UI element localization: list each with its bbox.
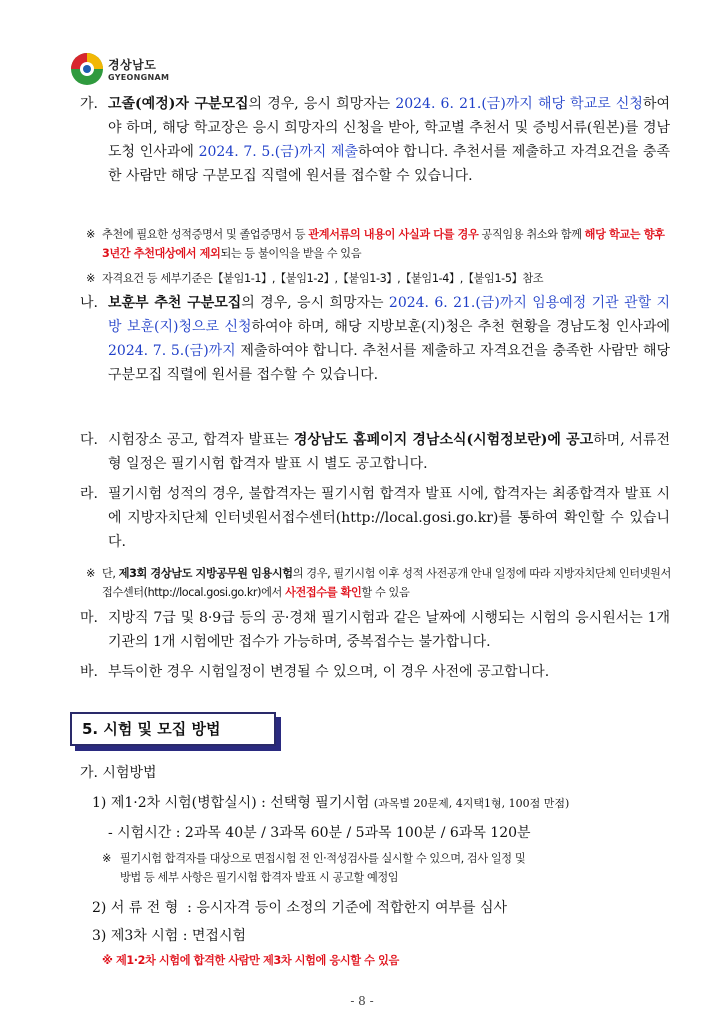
text-run: 고졸(예정)자 구분모집 (108, 96, 249, 112)
text-run: 할 수 있음 (361, 586, 410, 599)
note-marker: ※ (86, 567, 95, 580)
text-run: 2024. 6. 21.(금)까지 임용예정 기관 관할 지방 보훈(지)청으로 신청 (108, 295, 671, 335)
item-marker: 바. (80, 664, 98, 680)
method-1-main: 1) 제1·2차 시험(병합실시) : 선택형 필기시험 (92, 795, 370, 811)
text-run: 시험장소 공고, 합격자 발표는 (108, 432, 294, 448)
method-2: 2) 서 류 전 형 : 응시자격 등이 소정의 기준에 적합한지 여부를 심사 (92, 900, 508, 916)
text-run: 부득이한 경우 시험일정이 변경될 수 있으며, 이 경우 사전에 공고합니다. (108, 664, 550, 680)
note-text (102, 269, 671, 288)
text-run: 2024. 7. 5.(금)까지 제출 (198, 144, 359, 160)
text-run: 제출하여야 합니다. 추천서를 제출하고 자격요건을 충족한 사람만 해당 구분모집 직렬에 원서를 접수할 수 있습니다. (108, 343, 670, 383)
text-run: 필기시험 성적의 경우, 불합격자는 필기시험 합격자 발표 시에, 합격자는 최종합격자 발표 시에 지방자치단체 인터넷원서접수센터(http://local.gosi.go.kr)를 통하여 확인할 수 있습니다. (108, 486, 670, 550)
text-run: 하여야 하며, 해당 지방보훈(지)청은 추천 현황을 경남도청 인사과에 (251, 319, 671, 335)
item-text (108, 428, 670, 476)
method-1 (92, 792, 569, 815)
item-marker: 라. (80, 486, 98, 502)
text-run: 의 경우, 필기시험 이후 성적 사전공개 안내 일정에 따라 지방자치단체 인터넷원서접수센터(http://local.gosi.go.kr)에서 (102, 567, 671, 599)
text-run: 2024. 7. 5.(금)까지 (108, 343, 236, 359)
text-run: 제3회 경상남도 지방공무원 임용시험 (118, 567, 293, 580)
text-run: 해당 학교는 향후 3년간 추천대상에서 제외 (102, 228, 665, 260)
note-third-exam: ※ 제1·2차 시험에 합격한 사람만 제3차 시험에 응시할 수 있음 (102, 954, 399, 967)
method-1-detail: (과목별 20문제, 4지택1형, 100점 만점) (373, 797, 570, 810)
text-run: 의 경우, 응시 희망자는 (248, 96, 396, 112)
item-text (108, 660, 670, 684)
item-text (108, 291, 670, 387)
note-line-1: 필기시험 합격자를 대상으로 면접시험 전 인·적성검사를 실시할 수 있으며, 검사 일정 및 (120, 852, 526, 865)
section-heading-box (70, 712, 276, 746)
item-da (80, 428, 670, 476)
logo-text-ko: 경상남도 (108, 58, 157, 72)
item-marker: 가. (80, 96, 98, 112)
note-text (102, 564, 671, 602)
item-ra (80, 482, 670, 554)
text-run: 사전접수를 확인 (285, 586, 362, 599)
text-run: 하며, 서류전형 일정은 필기시험 합격자 발표 시 별도 공고합니다. (108, 432, 670, 472)
item-ga (80, 92, 670, 188)
text-run: 하여야 하며, 해당 학교장은 응시 희망자의 신청을 받아, 학교별 추천서 및 증빙서류(원본)를 경남도청 인사과에 (108, 96, 671, 160)
method-1-time: - 시험시간 : 2과목 40분 / 3과목 60분 / 5과목 100분 / 6과목 120분 (108, 825, 531, 841)
item-marker: 마. (80, 610, 98, 626)
item-ma (80, 606, 670, 654)
item-text (108, 92, 670, 188)
item-ba (80, 660, 670, 684)
text-run: 추천에 필요한 성적증명서 및 졸업증명서 등 (102, 228, 309, 241)
item-na (80, 291, 670, 387)
note-qualification (86, 269, 671, 288)
item-marker: 다. (80, 432, 98, 448)
text-run: 지방직 7급 및 8·9급 등의 공·경채 필기시험과 같은 날짜에 시행되는 시험의 응시원서는 1개 기관의 1개 시험에만 접수가 가능하며, 중복접수는 불가합니다. (108, 610, 670, 650)
sub-heading-exam-method: 가. 시험방법 (80, 765, 157, 781)
item-text (108, 606, 670, 654)
page-number: - 8 - (350, 994, 374, 1008)
note-text (102, 225, 671, 263)
note-score-disclosure (86, 564, 671, 602)
note-marker: ※ (86, 228, 95, 241)
text-run: 되는 등 불이익을 받을 수 있음 (220, 247, 362, 260)
text-run: 관계서류의 내용이 사실과 다를 경우 (308, 228, 479, 241)
note-recommendation (86, 225, 671, 263)
text-run: 단, (102, 567, 119, 580)
gyeongnam-emblem-icon (70, 52, 104, 86)
text-run: 2024. 6. 21.(금)까지 해당 학교로 신청 (395, 96, 643, 112)
text-run: 공직임용 취소와 함께 (478, 228, 585, 241)
text-run: 보훈부 추천 구분모집 (108, 295, 242, 311)
text-run: 하여야 합니다. 추천서를 제출하고 자격요건을 충족한 사람만 해당 구분모집 직렬에 원서를 접수할 수 있습니다. (108, 144, 670, 184)
note-line-2: 방법 등 세부 사항은 필기시험 합격자 발표 시 공고할 예정임 (120, 871, 399, 884)
item-marker: 나. (80, 295, 98, 311)
text-run: 자격요건 등 세부기준은【붙임1-1】,【붙임1-2】,【붙임1-3】,【붙임1-4】,【붙임1-5】참조 (102, 272, 544, 285)
logo-text-en: GYEONGNAM (108, 73, 170, 82)
note-aptitude (102, 849, 672, 887)
note-marker: ※ (102, 852, 111, 865)
text-run: 의 경우, 응시 희망자는 (241, 295, 389, 311)
text-run: 경상남도 홈페이지 경남소식(시험정보란)에 공고 (293, 432, 594, 448)
item-text (108, 482, 670, 554)
gyeongnam-logo (70, 52, 190, 88)
method-3: 3) 제3차 시험 : 면접시험 (92, 928, 246, 944)
note-marker: ※ (86, 272, 95, 285)
section-title: 5. 시험 및 모집 방법 (82, 720, 221, 738)
